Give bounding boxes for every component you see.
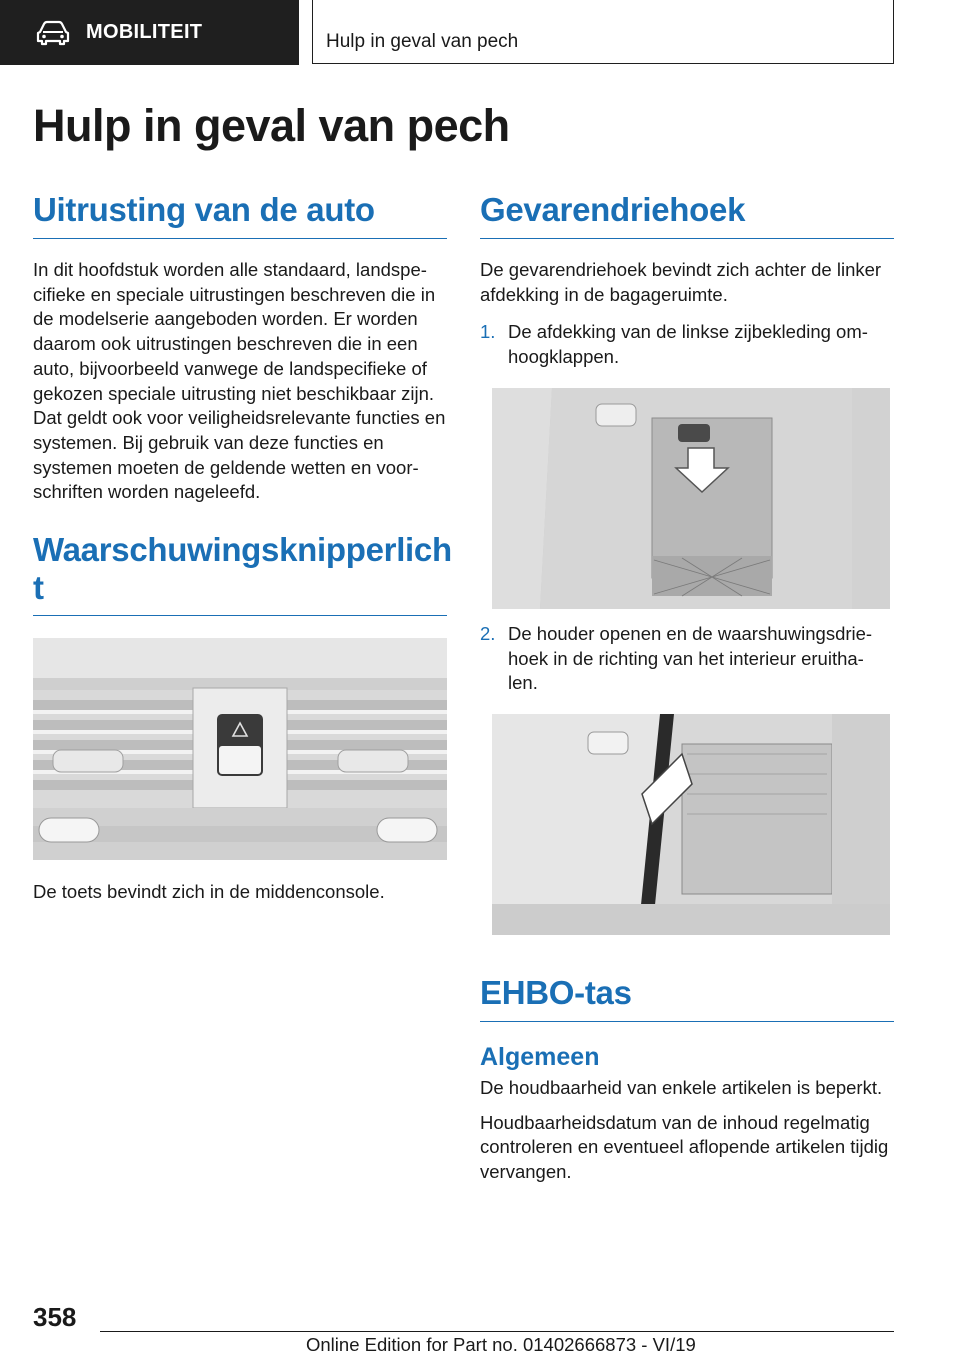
step-2-line3: len. [508, 672, 538, 694]
left-column [33, 190, 452, 905]
step-2 [480, 622, 894, 696]
first-aid-paragraph-1: De houdbaarheid van enkele artikelen is beperkt. [480, 1076, 883, 1098]
triangle-holder-image [492, 714, 890, 935]
subheading-general: Algemeen [480, 1042, 600, 1071]
chapter-box [312, 0, 894, 64]
section-tab [0, 0, 299, 65]
step-1-line2: hoogklappen. [508, 346, 620, 368]
section-heading-hazard-lights [33, 531, 452, 616]
footer-divider [100, 1331, 894, 1332]
first-aid-paragraph-2: Houdbaarheidsdatum van de inhoud regelmatig controleren en eventueel aflopende artikelen tijdig vervangen. [480, 1111, 889, 1183]
page-title: Hulp in geval van pech [33, 100, 510, 151]
hazard-button-image [33, 638, 447, 860]
step-text [508, 320, 868, 369]
step-text [508, 622, 872, 696]
hazard-caption: De toets bevindt zich in de middenconsole. [33, 881, 385, 903]
hazard-title-line2: t [33, 569, 44, 607]
section-heading-warning-triangle: Gevarendriehoek [480, 190, 894, 239]
triangle-paragraph: De gevarendriehoek bevindt zich achter de linker afdekking in de bagageruimte. [480, 259, 882, 305]
car-icon [36, 20, 70, 46]
section-label: MOBILITEIT [86, 21, 203, 43]
section-heading-first-aid: EHBO-tas [480, 973, 894, 1022]
section-heading-equipment: Uitrusting van de auto [33, 190, 447, 239]
step-number: 1. [480, 321, 496, 343]
hazard-title-line1: Waarschuwingsknipperlich [33, 531, 452, 569]
edition-info: Online Edition for Part no. 01402666873 - VI/19 [306, 1334, 696, 1355]
step-2-line2: hoek in de richting van het interieur eruitha- [508, 647, 864, 669]
right-column [480, 190, 894, 1185]
step-2-line1: De houder openen en de waarshuwingsdrie- [508, 622, 873, 644]
chapter-title: Hulp in geval van pech [326, 31, 519, 52]
equipment-paragraph: In dit hoofdstuk worden alle standaard, landspecifieke en speciale uitrustingen beschreven die in de modelserie aangeboden worden. Er worden daarom ook uitrustingen beschreven die in een auto, bijvoorbeeld vanwege de landspecifieke of gekozen speciale uitrusting niet beschikbaar zijn. Dat geldt ook voor veiligheidsrelevante functies en systemen. Bij gebruik van deze functies en systemen moeten de geldende wetten en voorschriften worden nageleefd. [33, 259, 446, 503]
trunk-cover-image [492, 388, 890, 609]
page-number: 358 [33, 1302, 77, 1332]
step-number: 2. [480, 622, 496, 644]
step-1-line1: De afdekking van de linkse zijbekleding om- [508, 321, 868, 343]
step-1 [480, 320, 894, 369]
